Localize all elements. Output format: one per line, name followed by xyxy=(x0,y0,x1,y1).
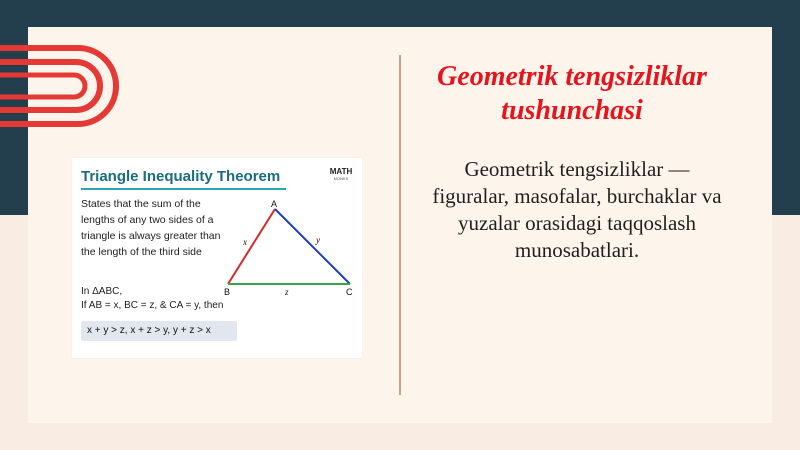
side-y-label: y xyxy=(316,235,320,245)
logo-text: MATH xyxy=(329,167,353,176)
inequality-formula: x + y > z, x + z > y, y + z > x xyxy=(81,321,237,341)
side-ac-line xyxy=(275,209,350,284)
triangle-intro: In ΔABC, xyxy=(81,286,123,297)
decorative-stripes xyxy=(0,0,140,140)
side-definitions: If AB = x, BC = z, & CA = y, then xyxy=(81,300,224,311)
infographic-heading: Triangle Inequality Theorem xyxy=(81,168,281,185)
theorem-statement: States that the sum of the lengths of any two sides of a triangle is always greater than the length of the third side xyxy=(81,198,221,258)
side-ab-line xyxy=(228,209,275,284)
math-monks-logo xyxy=(328,167,354,181)
vertex-b-label: B xyxy=(224,287,231,297)
slide-title: Geometrik tengsizliklar tushunchasi xyxy=(437,61,707,126)
triangle-diagram xyxy=(220,198,360,298)
triangle-inequality-infographic xyxy=(72,158,362,358)
logo-subtext: MONKS xyxy=(333,176,349,181)
side-z-label: z xyxy=(285,287,289,297)
side-x-label: x xyxy=(243,237,247,247)
vertex-c-label: C xyxy=(346,287,353,297)
heading-underline xyxy=(81,188,286,190)
vertical-divider xyxy=(399,55,401,395)
vertex-a-label: A xyxy=(271,199,278,209)
slide-body-text: Geometrik tengsizliklar — figuralar, masofalar, burchaklar va yuzalar orasidagi taqqoslash munosabatlari. xyxy=(432,157,722,262)
